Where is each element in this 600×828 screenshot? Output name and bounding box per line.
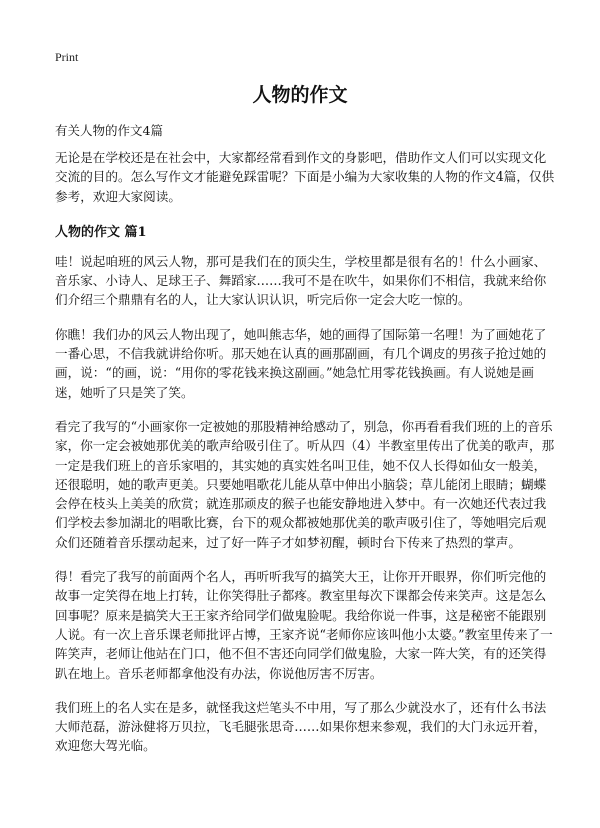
print-link[interactable]: Print [55,50,79,64]
article-body [55,148,558,771]
section-heading: 人物的作文 篇1 [55,224,147,240]
article-subtitle: 有关人物的作文4篇 [55,123,163,138]
intro-paragraph: 无论是在学校还是在社会中，大家都经常看到作文的身影吧，借助作文人们可以实现文化交流的目的。怎么写作文才能避免踩雷呢？下面是小编为大家收集的人物的作文4篇，仅供参考，欢迎大家阅读。 [55,150,555,204]
body-paragraph: 你瞧！我们办的风云人物出现了，她叫熊志华，她的画得了国际第一名哩！为了画她花了一番心思，不信我就讲给你听。那天她在认真的画那副画，有几个调皮的男孩子抢过她的画，说：“的画，说：“用你的零花钱来换这副画。”她急忙用零花钱换画。有人说她是画迷，她听了只是笑了笑。 [55,326,547,400]
body-paragraph: 哇！说起咱班的风云人物，那可是我们在的顶尖生，学校里都是很有名的！什么小画家、音乐家、小诗人、足球王子、舞蹈家……我可不是在吹牛，如果你们不相信，我就来给你们介绍三个鼎鼎有名的人，让大家认识认识，听完后你一定会大吃一惊的。 [55,253,547,308]
body-paragraph: 我们班上的名人实在是多，就怪我这烂笔头不中用，写了那么少就没水了，还有什么书法大师范磊，游泳健将万贝拉，飞毛腿张思奇……如果你想来参观，我们的大门永远开着，欢迎您大驾光临。 [55,699,547,754]
body-paragraph: 看完了我写的“小画家你一定被她的那股精神给感动了，别急，你再看看我们班的上的音乐家，你一定会被她那优美的歌声给吸引住了。听从四（4）半教室里传出了优美的歌声，那一定是我们班上的音乐家唱的，其实她的真实姓名叫卫佳，她不仅人长得如仙女一般美，还很聪明，她的歌声更美。只要她唱歌花儿能从草中伸出小脑袋；草儿能闭上眼睛；蝴蝶会停在枝头上美美的欣赏；就连那顽皮的猴子也能安静地进入梦中。有一次她还代表过我们学校去参加湖北的唱歌比赛，台下的观众都被她那优美的歌声吸引住了，等她唱完后观众们还随着音乐摆动起来，过了好一阵子才如梦初醒，顿时台下传来了热烈的掌声。 [55,418,555,550]
body-paragraph: 得！看完了我写的前面两个名人，再听听我写的搞笑大王，让你开开眼界，你们听完他的故事一定笑得在地上打转，让你笑得肚子都疼。教室里每次下课都会传来笑声。这是怎么回事呢？原来是搞笑大王王家齐给同学们做鬼脸呢。我给你说一件事，这是秘密不能跟别人说。有一次上音乐课老师批评占博，王家齐说“老师你应该叫他小太婆。”教室里传来了一阵笑声，老师让他站在门口，他不但不害还向同学们做鬼脸，大家一阵大笑，有的还笑得趴在地上。音乐老师都拿他没有办法，你说他厉害不厉害。 [55,569,553,681]
page-title: 人物的作文 [252,84,348,106]
